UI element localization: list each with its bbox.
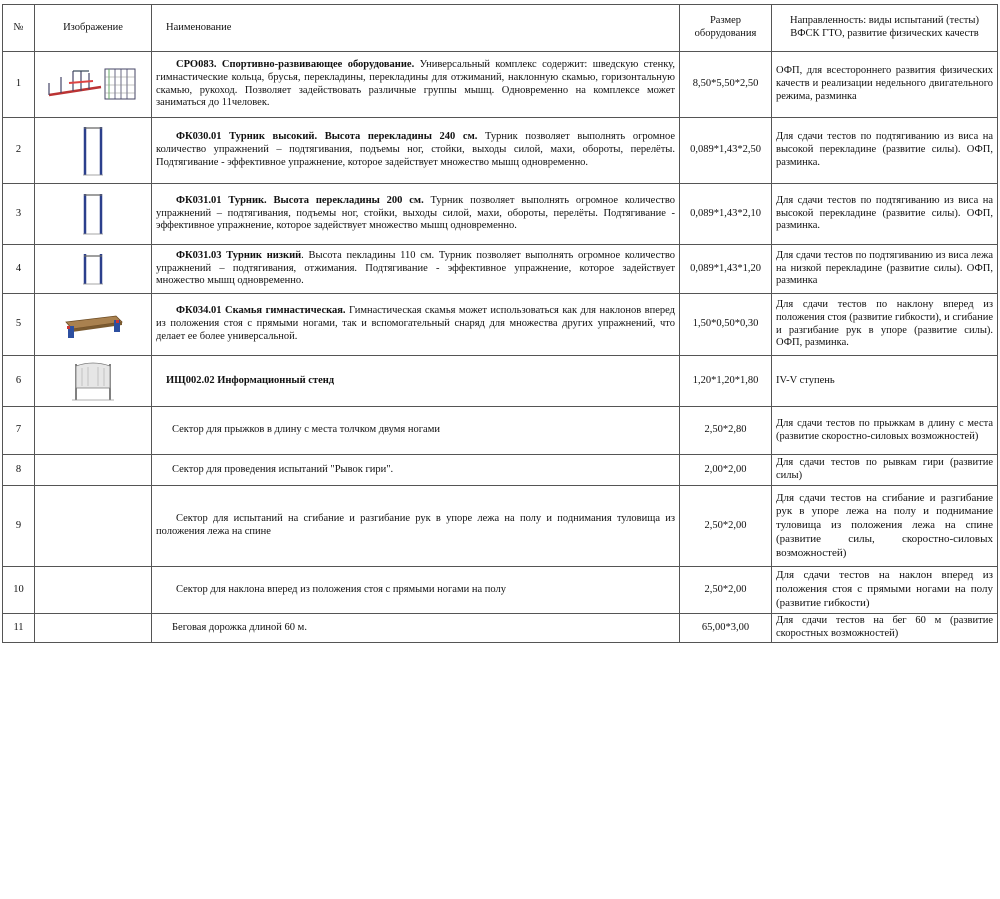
row-number: 11 <box>3 614 35 643</box>
row-code: ФК031.03 Турник низкий <box>176 249 302 261</box>
row-name <box>152 245 680 294</box>
bench-icon <box>58 308 128 342</box>
row-direction: Для сдачи тестов на наклон вперед из положения стоя с прямыми ногами на полу (развитие гибкости) <box>772 567 998 614</box>
row-direction: ОФП, для всестороннего развития физических качеств и реализации недельного двигательного режима, разминка <box>772 52 998 118</box>
row-desc: Турник позволяет выполнять огромное количество упражнений – подтягивания, подъемы ног, стойки, выходы силой, махи, обороты, перелёты. Подтягивание - эффективное упражнение, которое задействует множество мышц одновременно. <box>156 131 675 168</box>
row-name <box>152 356 680 407</box>
table-row <box>3 356 998 407</box>
row-number: 9 <box>3 486 35 567</box>
row-size: 2,50*2,00 <box>680 486 772 567</box>
row-image <box>35 118 152 184</box>
header-direction: Направленность: виды испытаний (тесты) ВФСК ГТО, развитие физических качеств <box>772 5 998 52</box>
row-image <box>35 245 152 294</box>
row-name <box>152 118 680 184</box>
row-code: ФК030.01 Турник высокий. Высота перекладины 240 см. <box>176 131 478 143</box>
header-no: № <box>3 5 35 52</box>
table-row <box>3 294 998 356</box>
header-image: Изображение <box>35 5 152 52</box>
row-desc: Универсальный комплекс содержит: шведскую стенку, гимнастические кольца, брусья, перекладины, перекладины для отжиманий, наклонную скамью, горизонтальную скамью, рукоход. Позволяет задействовать различные группы мышц. Одновременно на комплексе может заниматься до 11человек. <box>156 58 675 109</box>
row-name <box>152 294 680 356</box>
info-stand-icon <box>68 358 118 404</box>
row-image <box>35 614 152 643</box>
row-number: 10 <box>3 567 35 614</box>
row-image <box>35 407 152 455</box>
row-name <box>152 486 680 567</box>
row-code: ИЩ002.02 Информационный стенд <box>166 374 335 386</box>
table-row <box>3 184 998 245</box>
row-desc: Гимнастическая скамья может использоваться как для наклонов вперед из положения стоя с прямыми ногами, так и вспомогательный снаряд для множества других упражнений, что делает ее более универсальной. <box>156 305 675 342</box>
row-size: 1,50*0,50*0,30 <box>680 294 772 356</box>
row-size: 2,00*2,00 <box>680 455 772 486</box>
row-direction: Для сдачи тестов на сгибание и разгибание рук в упоре лежа на полу и поднимание туловища из положения лежа на спине (развитие силы, скоростно-силовых возможностей) <box>772 486 998 567</box>
row-direction: Для сдачи тестов по прыжкам в длину с места (развитие скоростно-силовых возможностей) <box>772 407 998 455</box>
row-name <box>152 52 680 118</box>
row-number: 4 <box>3 245 35 294</box>
table-row <box>3 52 998 118</box>
row-desc: . Высота пекладины 110 см. Турник позволяет выполнять огромное количество упражнений – подтягивания, отжимания. Подтягивание - эффективное упражнение, которое задействует множество мышц одновременно. <box>156 249 675 287</box>
row-direction: Для сдачи тестов по рывкам гири (развитие силы) <box>772 455 998 486</box>
header-name: Наименование <box>152 5 680 52</box>
row-name: Беговая дорожка длиной 60 м. <box>152 614 680 643</box>
row-direction: Для сдачи тестов по наклону вперед из положения стоя (развитие гибкости), и сгибание и разгибание рук в упоре (развитие силы). ОФП, разминка. <box>772 294 998 356</box>
row-name <box>152 184 680 245</box>
row-image <box>35 356 152 407</box>
row-direction: IV-V ступень <box>772 356 998 407</box>
header-size: Размер оборудования <box>680 5 772 52</box>
row-code: ФК034.01 Скамья гимнастическая. <box>176 305 346 317</box>
row-code: ФК031.01 Турник. Высота перекладины 200 см. <box>176 194 424 206</box>
table-row <box>3 118 998 184</box>
row-image <box>35 52 152 118</box>
row-image <box>35 184 152 245</box>
row-size: 2,50*2,00 <box>680 567 772 614</box>
row-number: 2 <box>3 118 35 184</box>
row-size: 0,089*1,43*2,50 <box>680 118 772 184</box>
row-name: Сектор для проведения испытаний "Рывок гири". <box>152 455 680 486</box>
table-row <box>3 245 998 294</box>
row-size: 65,00*3,00 <box>680 614 772 643</box>
high-bar-icon <box>73 123 113 179</box>
table-row <box>3 455 998 486</box>
table-row <box>3 567 998 614</box>
row-image <box>35 455 152 486</box>
row-desc: Сектор для испытаний на сгибание и разгибание рук в упоре лежа на полу и поднимания туловища из положения лежа на спине <box>156 513 675 537</box>
row-desc: Турник позволяет выполнять огромное количество упражнений – подтягивания, подъемы ног, стойки, выходы силой, махи, обороты, перелёты. Подтягивание - эффективное упражнение, которое задействует множество мышц одновременно. <box>156 194 675 232</box>
row-size: 8,50*5,50*2,50 <box>680 52 772 118</box>
equipment-table <box>2 4 998 643</box>
row-code: СРО083. Спортивно-развивающее оборудование. <box>176 58 415 70</box>
row-size: 0,089*1,43*1,20 <box>680 245 772 294</box>
row-number: 8 <box>3 455 35 486</box>
low-bar-icon <box>73 250 113 288</box>
complex-icon <box>43 63 143 107</box>
row-number: 1 <box>3 52 35 118</box>
row-number: 3 <box>3 184 35 245</box>
row-number: 6 <box>3 356 35 407</box>
row-size: 2,50*2,80 <box>680 407 772 455</box>
row-number: 5 <box>3 294 35 356</box>
table-row <box>3 407 998 455</box>
row-size: 0,089*1,43*2,10 <box>680 184 772 245</box>
row-number: 7 <box>3 407 35 455</box>
bar-icon <box>73 190 113 238</box>
row-direction: Для сдачи тестов на бег 60 м (развитие скоростных возможностей) <box>772 614 998 643</box>
row-name: Сектор для наклона вперед из положения стоя с прямыми ногами на полу <box>152 567 680 614</box>
row-direction: Для сдачи тестов по подтягиванию из виса на высокой перекладине (развитие силы). ОФП, разминка. <box>772 184 998 245</box>
row-direction: Для сдачи тестов по подтягиванию из виса на высокой перекладине (развитие силы). ОФП, разминка. <box>772 118 998 184</box>
table-row <box>3 614 998 643</box>
table-header-row <box>3 5 998 52</box>
row-image <box>35 567 152 614</box>
row-name: Сектор для прыжков в длину с места толчком двумя ногами <box>152 407 680 455</box>
table-row <box>3 486 998 567</box>
row-image <box>35 294 152 356</box>
row-size: 1,20*1,20*1,80 <box>680 356 772 407</box>
row-direction: Для сдачи тестов по подтягиванию из виса лежа на низкой перекладине (развитие силы). ОФП, разминка <box>772 245 998 294</box>
row-image <box>35 486 152 567</box>
